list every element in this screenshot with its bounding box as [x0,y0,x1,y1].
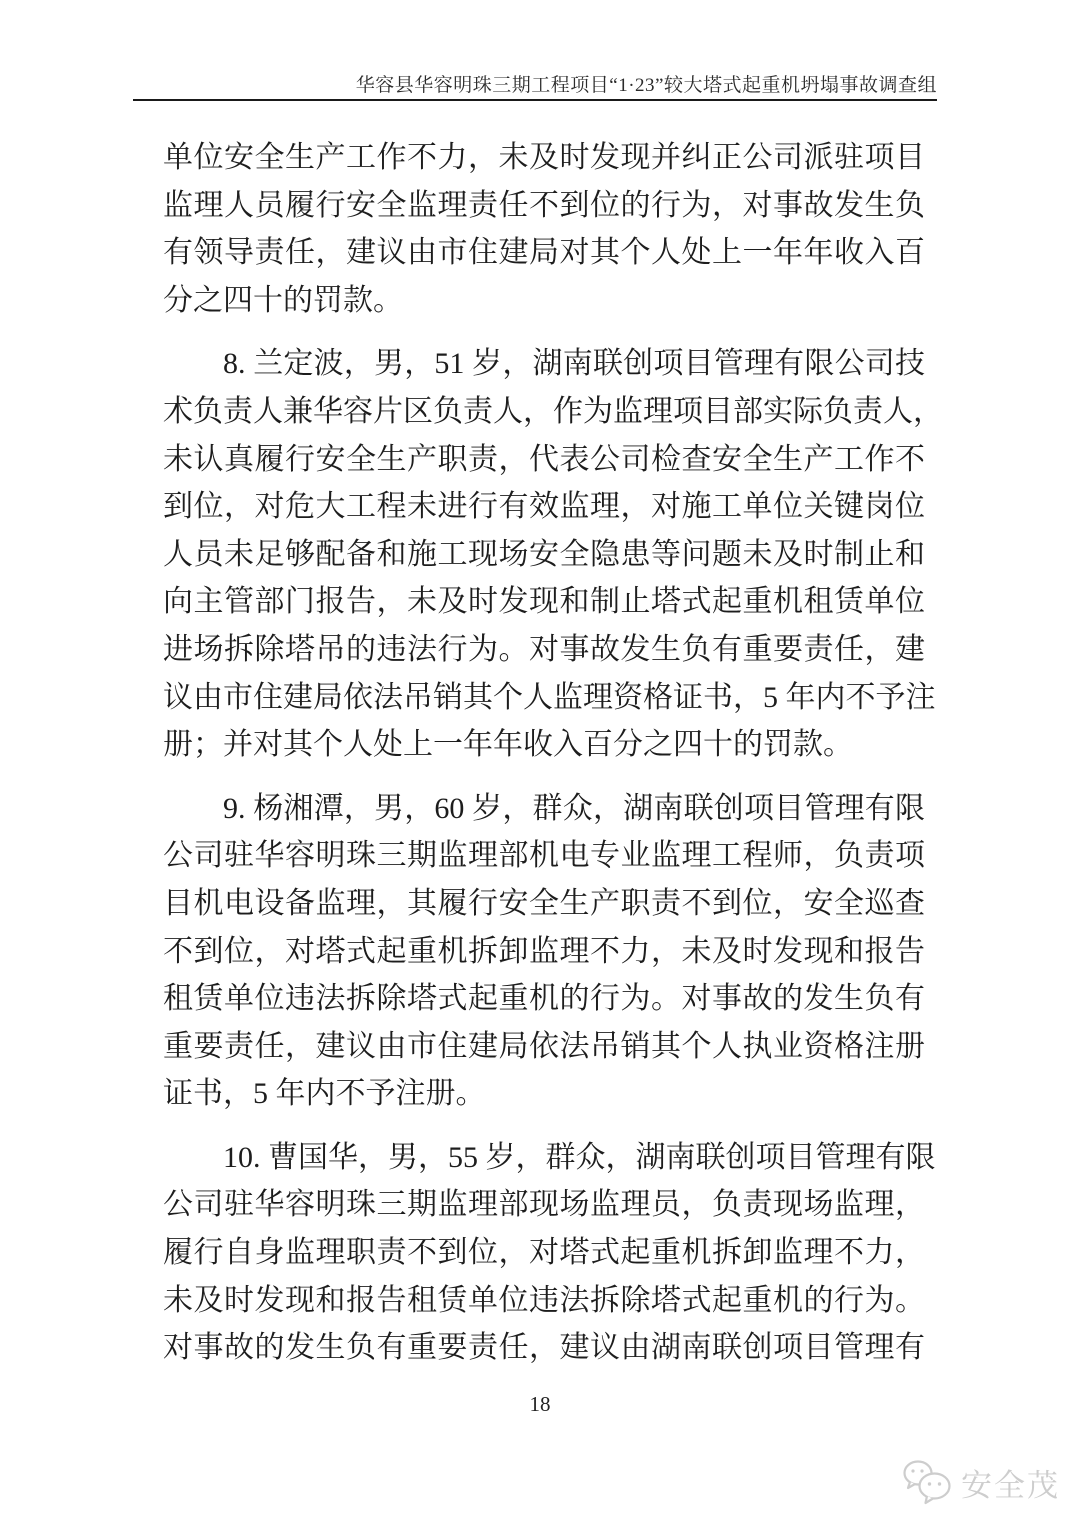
text-line: 议由市住建局依法吊销其个人监理资格证书，5 年内不予注 [163,680,936,714]
text-line: 目机电设备监理，其履行安全生产职责不到位，安全巡查 [163,886,925,920]
text-line: 10. 曹国华，男，55 岁，群众，湖南联创项目管理有限 [223,1140,936,1174]
watermark-label: 安全茂 [961,1467,1060,1503]
text-line: 有领导责任，建议由市住建局对其个人处上一年年收入百 [163,236,925,270]
paragraph [163,134,925,324]
header-rule [133,99,937,101]
text-line: 重要责任，建议由市住建局依法吊销其个人执业资格注册 [163,1029,925,1063]
text-line: 对事故的发生负有重要责任，建议由湖南联创项目管理有 [163,1331,925,1365]
text-line: 监理人员履行安全监理责任不到位的行为，对事故发生负 [163,188,925,222]
text-line: 向主管部门报告，未及时发现和制止塔式起重机租赁单位 [163,585,925,619]
text-line: 分之四十的罚款。 [163,283,403,317]
paragraph [163,785,925,1118]
header-title: 华容县华容明珠三期工程项目“1·23”较大塔式起重机坍塌事故调查组 [355,75,937,96]
text-line: 履行自身监理职责不到位，对塔式起重机拆卸监理不力， [163,1236,925,1270]
text-line: 公司驻华容明珠三期监理部现场监理员，负责现场监理， [163,1188,925,1222]
text-line: 单位安全生产工作不力，未及时发现并纠正公司派驻项目 [163,141,925,174]
text-line: 8. 兰定波，男，51 岁，湖南联创项目管理有限公司技 [223,347,925,381]
text-line: 术负责人兼华容片区负责人，作为监理项目部实际负责人， [163,394,943,428]
text-line: 进场拆除塔吊的违法行为。对事故发生负有重要责任，建 [163,632,925,666]
document-body [163,134,943,1372]
text-line: 租赁单位违法拆除塔式起重机的行为。对事故的发生负有 [163,982,925,1016]
text-line: 9. 杨湘潭，男，60 岁，群众，湖南联创项目管理有限 [223,791,925,825]
text-line: 证书，5 年内不予注册。 [163,1077,486,1111]
text-line: 不到位，对塔式起重机拆卸监理不力，未及时发现和报告 [163,934,925,968]
text-line: 人员未足够配备和施工现场安全隐患等问题未及时制止和 [163,537,925,571]
text-line: 未认真履行安全生产职责，代表公司检查安全生产工作不 [163,442,925,476]
text-line: 公司驻华容明珠三期监理部机电专业监理工程师，负责项 [163,839,925,873]
text-line: 到位，对危大工程未进行有效监理，对施工单位关键岗位 [163,490,925,524]
watermark [901,1458,1060,1506]
wechat-icon [901,1458,953,1506]
paragraph [163,340,943,768]
paragraph [163,1134,936,1372]
page-number: 18 [529,1392,551,1416]
text-line: 册；并对其个人处上一年年收入百分之四十的罚款。 [163,728,853,762]
text-line: 未及时发现和报告租赁单位违法拆除塔式起重机的行为。 [163,1283,925,1317]
